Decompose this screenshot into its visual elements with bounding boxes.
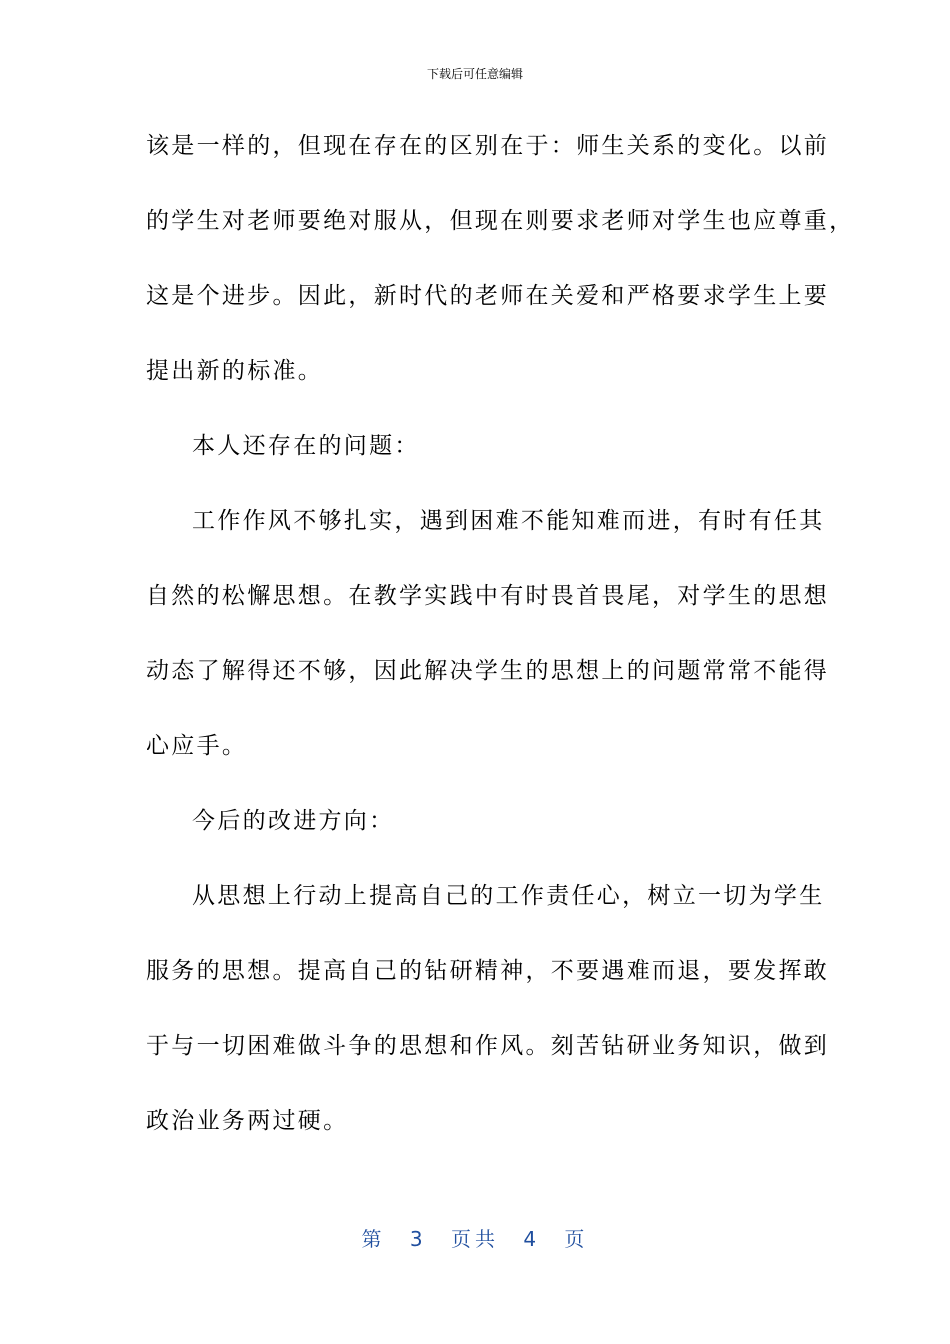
text-line: 自然的松懈思想。在教学实践中有时畏首畏尾，对学生的思想 bbox=[146, 583, 830, 609]
text-line: 从思想上行动上提高自己的工作责任心，树立一切为学生 bbox=[192, 883, 825, 909]
text-line: 工作作风不够扎实，遇到困难不能知难而进，有时有任其 bbox=[192, 508, 825, 534]
section-heading-problems: 本人还存在的问题： bbox=[192, 433, 420, 459]
text-line: 动态了解得还不够，因此解决学生的思想上的问题常常不能得 bbox=[146, 658, 830, 684]
text-line: 服务的思想。提高自己的钻研精神，不要遇难而退，要发挥敢 bbox=[146, 958, 830, 984]
text-line: 政治业务两过硬。 bbox=[146, 1108, 349, 1134]
text-line: 心应手。 bbox=[146, 733, 248, 759]
text-line: 的学生对老师要绝对服从，但现在则要求老师对学生也应尊重， bbox=[146, 208, 855, 234]
document-body bbox=[146, 124, 855, 1174]
text-line: 于与一切困难做斗争的思想和作风。刻苦钻研业务知识，做到 bbox=[146, 1033, 830, 1059]
section-heading-improvements: 今后的改进方向： bbox=[192, 808, 395, 834]
page-header: 下载后可任意编辑 bbox=[426, 67, 523, 81]
text-line: 这是个进步。因此，新时代的老师在关爱和严格要求学生上要 bbox=[146, 283, 830, 309]
text-line: 该是一样的，但现在存在的区别在于：师生关系的变化。以前 bbox=[146, 133, 830, 159]
text-line: 提出新的标准。 bbox=[146, 358, 324, 384]
page-number-footer: 第 3 页共 4 页 bbox=[361, 1227, 589, 1251]
